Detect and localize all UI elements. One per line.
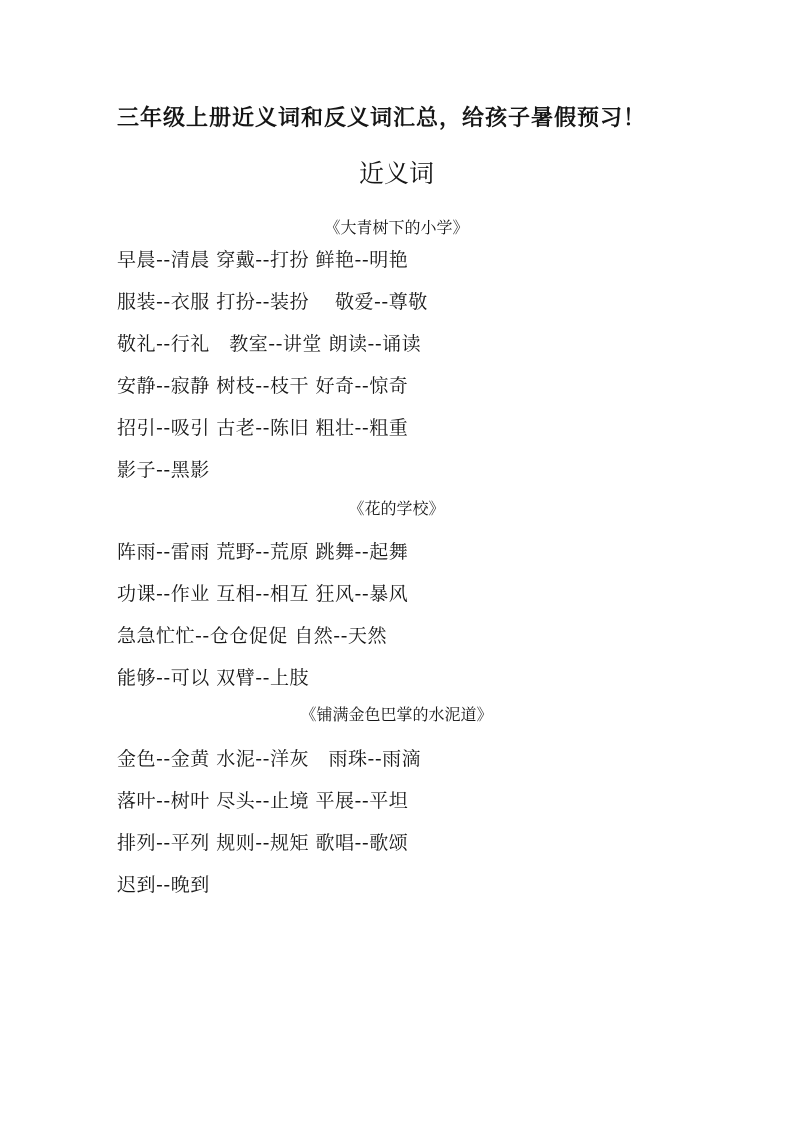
- synonyms-heading: 近义词: [358, 159, 434, 188]
- word-pair-line: 影子--黑影: [117, 459, 210, 481]
- word-pair-line: 金色--金黄 水泥--洋灰 雨珠--雨滴: [117, 748, 422, 770]
- word-pair-line: 阵雨--雷雨 荒野--荒原 跳舞--起舞: [117, 541, 409, 563]
- word-pair-line: 能够--可以 双臂--上肢: [117, 667, 309, 689]
- word-pair-line: 迟到--晚到: [117, 874, 210, 896]
- section-title-3: 《铺满金色巴掌的水泥道》: [300, 705, 493, 724]
- section-title-2: 《花的学校》: [348, 499, 445, 518]
- word-pair-line: 服装--衣服 打扮--装扮 敬爱--尊敬: [117, 291, 428, 313]
- word-pair-line: 功课--作业 互相--相互 狂风--暴风: [117, 583, 409, 605]
- word-pair-line: 排列--平列 规则--规矩 歌唱--歌颂: [117, 832, 409, 854]
- word-pair-line: 急急忙忙--仓仓促促 自然--天然: [117, 625, 387, 647]
- document-title: 三年级上册近义词和反义词汇总，给孩子暑假预习！: [117, 106, 647, 131]
- word-pair-line: 早晨--清晨 穿戴--打扮 鲜艳--明艳: [117, 249, 409, 271]
- word-pair-line: 招引--吸引 古老--陈旧 粗壮--粗重: [117, 417, 409, 439]
- section-title-1: 《大青树下的小学》: [324, 218, 469, 237]
- word-pair-line: 落叶--树叶 尽头--止境 平展--平坦: [117, 790, 409, 812]
- word-pair-line: 敬礼--行礼 教室--讲堂 朗读--诵读: [117, 333, 422, 355]
- word-pair-line: 安静--寂静 树枝--枝干 好奇--惊奇: [117, 375, 409, 397]
